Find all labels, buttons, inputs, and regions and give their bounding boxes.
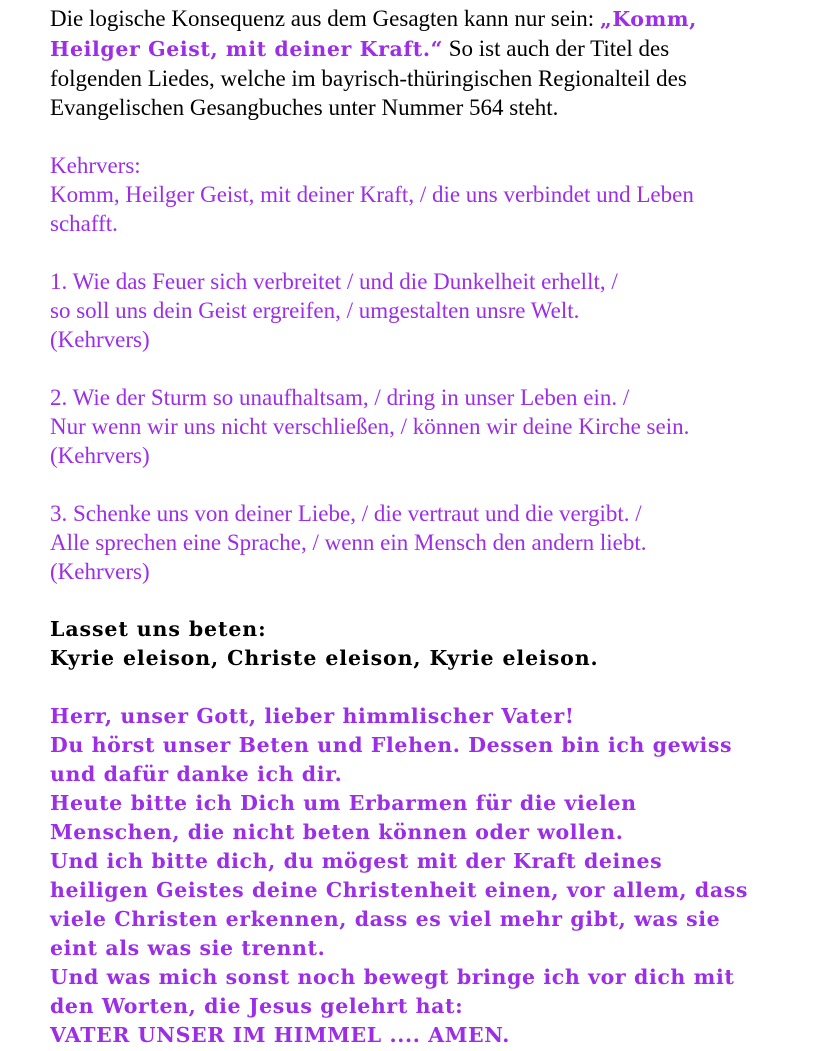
verse-refrain-ref: (Kehrvers): [50, 443, 150, 468]
verse-line: Nur wenn wir uns nicht verschließen, / können wir deine Kirche sein.: [50, 414, 690, 439]
spacer: [50, 354, 776, 383]
prayer-line: Und ich bitte dich, du mögest mit der Kraft deines: [50, 849, 663, 873]
spacer: [50, 470, 776, 499]
prayer-line: Menschen, die nicht beten können oder wollen.: [50, 820, 624, 844]
prayer-line: Und was mich sonst noch bewegt bringe ich vor dich mit: [50, 965, 735, 989]
prayer-line: und dafür danke ich dir.: [50, 762, 343, 786]
refrain-line-1: Komm, Heilger Geist, mit deiner Kraft, / die uns verbindet und Leben: [50, 182, 694, 207]
verse-line: Alle sprechen eine Sprache, / wenn ein Mensch den andern liebt.: [50, 530, 647, 555]
refrain-line-2: schafft.: [50, 211, 118, 236]
song-title-highlight-cont: Heilger Geist, mit deiner Kraft.“: [50, 37, 443, 61]
intro-text: Die logische Konsequenz aus dem Gesagten kann nur sein:: [50, 6, 600, 31]
verse-line: 1. Wie das Feuer sich verbreitet / und die Dunkelheit erhellt, /: [50, 269, 618, 294]
verse-refrain-ref: (Kehrvers): [50, 559, 150, 584]
verse-line: so soll uns dein Geist ergreifen, / umgestalten unsre Welt.: [50, 298, 580, 323]
refrain-block: [50, 151, 776, 238]
verse-line: 2. Wie der Sturm so unaufhaltsam, / dring in unser Leben ein. /: [50, 385, 630, 410]
prayer-line: den Worten, die Jesus gelehrt hat:: [50, 994, 464, 1018]
verse-1: [50, 267, 776, 354]
lords-prayer-line: VATER UNSER IM HIMMEL .... AMEN.: [50, 1023, 510, 1047]
intro-text-after: So ist auch der Titel des: [442, 36, 670, 61]
intro-line-4: Evangelischen Gesangbuches unter Nummer 564 steht.: [50, 95, 559, 120]
spacer: [50, 122, 776, 151]
spacer: [50, 586, 776, 615]
prayer-line: viele Christen erkennen, dass es viel mehr gibt, was sie: [50, 907, 721, 931]
prayer-line: Herr, unser Gott, lieber himmlischer Vater!: [50, 704, 575, 728]
prayer-line: heiligen Geistes deine Christenheit einen, vor allem, dass: [50, 878, 748, 902]
verse-3: [50, 499, 776, 586]
prayer-text: [50, 702, 776, 1050]
prayer-line: eint als was sie trennt.: [50, 936, 326, 960]
prayer-line: Heute bitte ich Dich um Erbarmen für die vielen: [50, 791, 637, 815]
verse-line: 3. Schenke uns von deiner Liebe, / die vertraut und die vergibt. /: [50, 501, 642, 526]
verse-refrain-ref: (Kehrvers): [50, 327, 150, 352]
spacer: [50, 238, 776, 267]
prayer-call: Lasset uns beten:: [50, 617, 267, 641]
prayer-line: Du hörst unser Beten und Flehen. Dessen bin ich gewiss: [50, 733, 733, 757]
prayer-intro: [50, 615, 776, 673]
intro-paragraph: [50, 4, 776, 122]
kyrie-line: Kyrie eleison, Christe eleison, Kyrie eleison.: [50, 646, 599, 670]
intro-line-2: [50, 34, 776, 64]
refrain-label: Kehrvers:: [50, 153, 141, 178]
intro-line-1: [50, 4, 776, 34]
song-title-highlight: „Komm,: [599, 7, 697, 31]
intro-line-3: folgenden Liedes, welche im bayrisch-thüringischen Regionalteil des: [50, 66, 687, 91]
verse-2: [50, 383, 776, 470]
spacer: [50, 673, 776, 702]
